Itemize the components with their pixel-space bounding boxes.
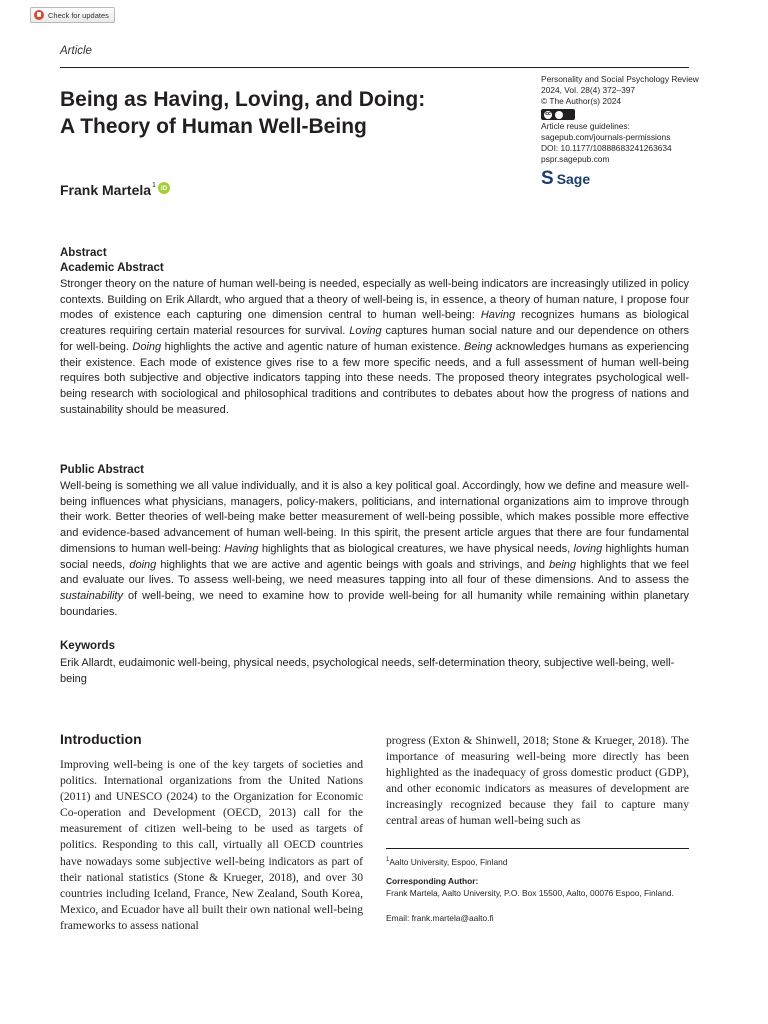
title-line-1: Being as Having, Loving, and Doing:	[60, 88, 426, 111]
academic-abstract-segment: highlights the active and agentic nature of human existence.	[161, 340, 465, 353]
academic-abstract-segment: recognizes humans as biological creatures requiring certain material resources for survival.	[60, 309, 689, 338]
academic-abstract-segment: Having	[480, 309, 516, 322]
academic-abstract-heading: Academic Abstract	[60, 262, 164, 274]
academic-abstract-segment: Being	[464, 340, 493, 353]
public-abstract-segment: Well-being is something we all value individually, and it is also a key political goal. Accordingly, how we define and measure well-being influences what physicians, managers, policy-makers, politicians, and international organizations aim to improve through their work. Better theories of well-being make better measurement of well-being possible, which makes possible more effective and evidence-based advancement of human well-being. In this spirit, the present article argues that there are four fundamental dimensions to human well-being:	[60, 480, 689, 555]
author	[60, 182, 170, 198]
public-abstract-segment: of well-being, we need to examine how to provide well-being for all humanity while remaining within planetary boundaries.	[60, 589, 689, 618]
publisher-name: Sage	[556, 171, 591, 187]
article-title	[60, 86, 530, 140]
reuse-guidelines-label: Article reuse guidelines:	[541, 121, 630, 131]
check-for-updates-button[interactable]	[30, 7, 115, 23]
header-divider	[60, 67, 689, 68]
by-icon	[555, 111, 563, 119]
publisher-logo	[541, 170, 590, 188]
affiliation-footnote	[386, 855, 507, 868]
cc-icon: cc	[545, 111, 551, 117]
journal-name: Personality and Social Psychology Review	[541, 74, 699, 84]
corresponding-author-heading: Corresponding Author:	[386, 876, 479, 886]
introduction-heading: Introduction	[60, 731, 142, 747]
public-abstract-segment: sustainability	[60, 589, 123, 602]
check-for-updates-label: Check for updates	[48, 10, 109, 20]
affiliation-text: Aalto University, Espoo, Finland	[389, 856, 508, 867]
public-abstract-segment: being	[549, 558, 577, 571]
journal-volume: 2024, Vol. 28(4) 372–397	[541, 85, 636, 95]
public-abstract-segment: highlights that as biological creatures, we have physical needs,	[258, 542, 574, 555]
introduction-column-1: Improving well-being is one of the key targets of societies and politics. International organizations from the United Nations (2011) and UNESCO (2024) to the Organization for Economic Co-operation and Development (OECD, 2013) call for the measurement of citizen well-being to be used as targets of politics. Responding to this call, virtually all OECD countries have nowadays some subjective well-being indicators as part of their national statistics (Stone & Krueger, 2018), and over 30 countries including Iceland, France, New Zealand, South Korea, Mexico, and Ecuador have all built their own national well-being frameworks to assess national	[60, 758, 363, 932]
public-abstract-text	[60, 479, 689, 620]
public-abstract-segment: highlights that we are active and agentic beings with goals and strivings, and	[156, 558, 550, 571]
corresponding-author-email[interactable]: Email: frank.martela@aalto.fi	[386, 913, 494, 923]
journal-info	[541, 74, 701, 165]
title-line-2: A Theory of Human Well-Being	[60, 115, 367, 138]
doi-link[interactable]: DOI: 10.1177/10888683241263634	[541, 143, 672, 153]
academic-abstract-segment: Loving	[349, 325, 382, 338]
abstract-heading: Abstract	[60, 247, 107, 259]
academic-abstract-segment: acknowledges humans as experiencing their existence. Each mode of existence gives rise to a few more specific needs, and a full assessment of human well-being requires both subjective and objective indicators tapping into these needs. The proposed theory integrates psychological well-being research with sociological and philosophical traditions and contributes to debates about how the progress of nations and sustainability should be measured.	[60, 340, 689, 416]
public-abstract-segment: highlights human social needs,	[60, 542, 689, 571]
public-abstract-segment: highlights that we feel and evaluate our lives. To assess well-being, we need measures tapping into all four of these dimensions. And to assess the	[60, 558, 689, 587]
academic-abstract-segment: Doing	[132, 340, 162, 353]
orcid-icon[interactable]: iD	[158, 182, 170, 194]
reuse-guidelines-link[interactable]: sagepub.com/journals-permissions	[541, 132, 671, 142]
cc-by-license-icon[interactable]	[541, 109, 575, 120]
public-abstract-heading: Public Abstract	[60, 464, 144, 476]
keywords-heading: Keywords	[60, 640, 115, 652]
academic-abstract-segment: captures human social nature and our dependence on others for well-being.	[60, 325, 689, 353]
journal-site-link[interactable]: pspr.sagepub.com	[541, 154, 610, 164]
keywords-text: Erik Allardt, eudaimonic well-being, physical needs, psychological needs, self-determination theory, subjective well-being, well-being	[60, 657, 675, 685]
author-name: Frank Martela	[60, 182, 152, 198]
academic-abstract-text	[60, 277, 689, 418]
journal-copyright: © The Author(s) 2024	[541, 96, 622, 106]
public-abstract-segment: Having	[224, 542, 259, 555]
affiliation-footnote-mark: 1	[386, 857, 390, 863]
sage-logo-icon: S	[541, 168, 554, 189]
public-abstract-segment: doing	[129, 558, 157, 571]
public-abstract-segment: loving	[573, 542, 603, 555]
academic-abstract-segment: Stronger theory on the nature of human well-being is needed, especially as well-being indicators are increasingly utilized in policy contexts. Building on Erik Allardt, who argued that a theory of well-being is, in essence, a theory of human nature, I propose four modes of existence each capturing one dimension central to human well-being:	[60, 278, 689, 322]
author-affiliation-mark: 1	[152, 182, 156, 189]
footnote-divider	[386, 848, 689, 849]
corresponding-author-text: Frank Martela, Aalto University, P.O. Box 15500, Aalto, 00076 Espoo, Finland.	[386, 888, 674, 898]
bookmark-icon	[34, 10, 44, 20]
introduction-column-2: progress (Exton & Shinwell, 2018; Stone & Krueger, 2018). The importance of measuring well-being more directly has been highlighted as the inadequacy of gross domestic product (GDP), and other economic indicators as measures of development are increasingly recognized because they fail to capture many central areas of human well-being such as	[386, 734, 689, 828]
article-type: Article	[60, 45, 92, 57]
